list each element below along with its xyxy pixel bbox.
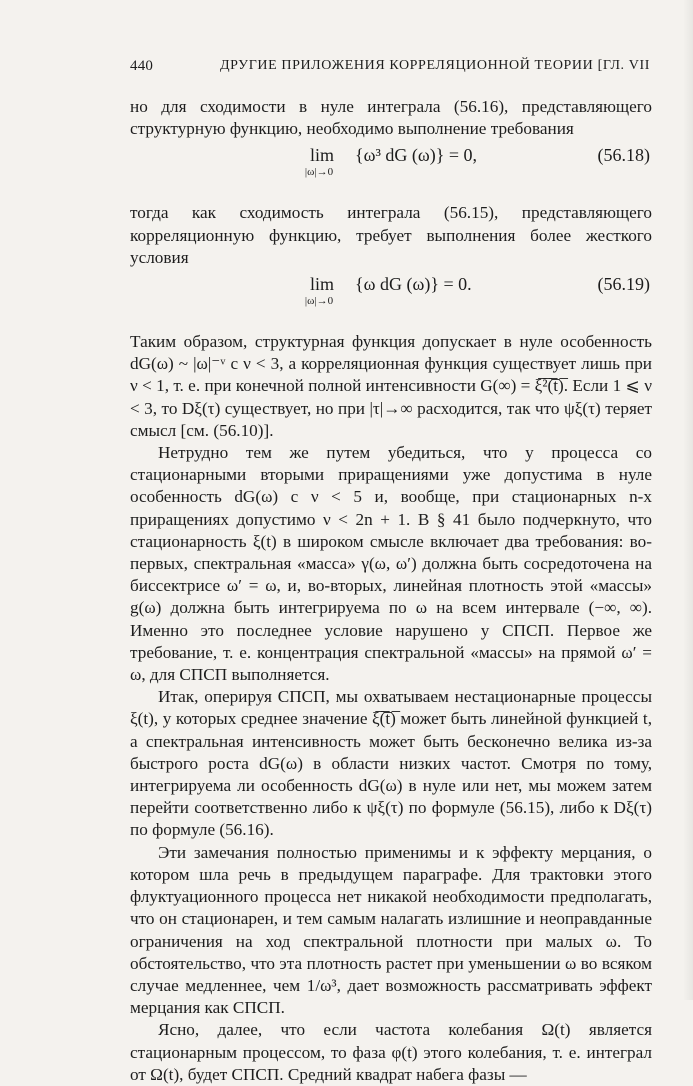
page-header [130, 58, 650, 82]
lim-subscript: |ω|→0 [304, 295, 334, 308]
limit-operator [304, 144, 335, 179]
paragraph-6: Эти замечания полностью применимы и к эффекту мерцания, о котором шла речь в предыдущем параграфе. Для трактовки этого флуктуационного процесса нет никакой необходимости предполагать, что он стационарен, и тем самым налагать излишние и неоправданные ограничения на ход спектральной плотности при малых ω. То обстоятельство, что эта плотность растет при уменьшении ω во всяком случае медленнее, чем 1/ω³, дает возможность рассматривать эффект мерцания как СПСП. [130, 842, 652, 1018]
paragraph-5: Итак, оперируя СПСП, мы охватываем нестационарные процессы ξ(t), у которых среднее значение ξ̅(̅t̅)̅ может быть линейной функцией t, а спектральная интенсивность может быть бесконечно велика из-за быстрого роста dG(ω) в области низких частот. Смотря по тому, интегрируема ли особенность dG(ω) в нуле или нет, мы можем затем перейти соответственно либо к ψξ(τ) по формуле (56.15), либо к Dξ(τ) по формуле (56.16). [130, 687, 652, 840]
paragraph-1: но для сходимости в нуле интеграла (56.16), представляющего структурную функцию, необходимо выполнение требования [130, 97, 652, 139]
equation-56-19 [130, 273, 652, 323]
equation-expression: {ω dG (ω)} = 0. [355, 274, 472, 295]
chapter-label: [ГЛ. VII [597, 58, 650, 73]
running-title: ДРУГИЕ ПРИЛОЖЕНИЯ КОРРЕЛЯЦИОННОЙ ТЕОРИИ [220, 58, 594, 73]
equation-expression: {ω³ dG (ω)} = 0, [355, 145, 478, 166]
lim-subscript: |ω|→0 [304, 166, 334, 179]
lim-word: lim [310, 145, 335, 166]
page-edge-shadow [683, 0, 693, 1000]
paragraph-4: Нетрудно тем же путем убедиться, что у процесса со стационарными вторыми приращениями уже допустима в нуле особенность dG(ω) с ν < 5 и, вообще, при стационарных n-х приращениях допустимо ν < 2n + 1. В § 41 было подчеркнуто, что стационарность ξ(t) в широком смысле включает два требования: во-первых, спектральная «масса» γ(ω, ω′) должна быть сосредоточена на биссектрисе ω′ = ω, и, во-вторых, линейная плотность этой «массы» g(ω) должна быть интегрируема по ω на всем интервале (−∞, ∞). Именно это последнее условие нарушено у СПСП. Первое же требование, т. е. концентрация спектральной «массы» на прямой ω′ = ω, для СПСП выполняется. [130, 443, 652, 685]
paragraph-3: Таким образом, структурная функция допускает в нуле особенность dG(ω) ~ |ω|⁻ᵛ с ν < 3, а корреляционная функция существует лишь при ν < 1, т. е. при конечной полной интенсивности G(∞) = ξ̅²̅(̅t̅)̅. Если 1 ⩽ ν < 3, то Dξ(τ) существует, но при |τ|→∞ расходится, так что ψξ(τ) теряет смысл [см. (56.10)]. [130, 332, 652, 440]
paragraph-2: тогда как сходимость интеграла (56.15), представляющего корреляционную функцию, требует выполнения более жесткого условия [130, 203, 652, 267]
paragraph-7: Ясно, далее, что если частота колебания Ω(t) является стационарным процессом, то фаза φ(t) этого колебания, т. е. интеграл от Ω(t), будет СПСП. Средний квадрат набега фазы — [130, 1020, 652, 1084]
equation-56-18 [130, 144, 652, 194]
limit-operator [304, 273, 335, 308]
lim-word: lim [310, 274, 335, 295]
page-number: 440 [130, 58, 154, 74]
equation-number: (56.18) [597, 145, 650, 166]
page-body [130, 96, 652, 1086]
equation-number: (56.19) [597, 274, 650, 295]
